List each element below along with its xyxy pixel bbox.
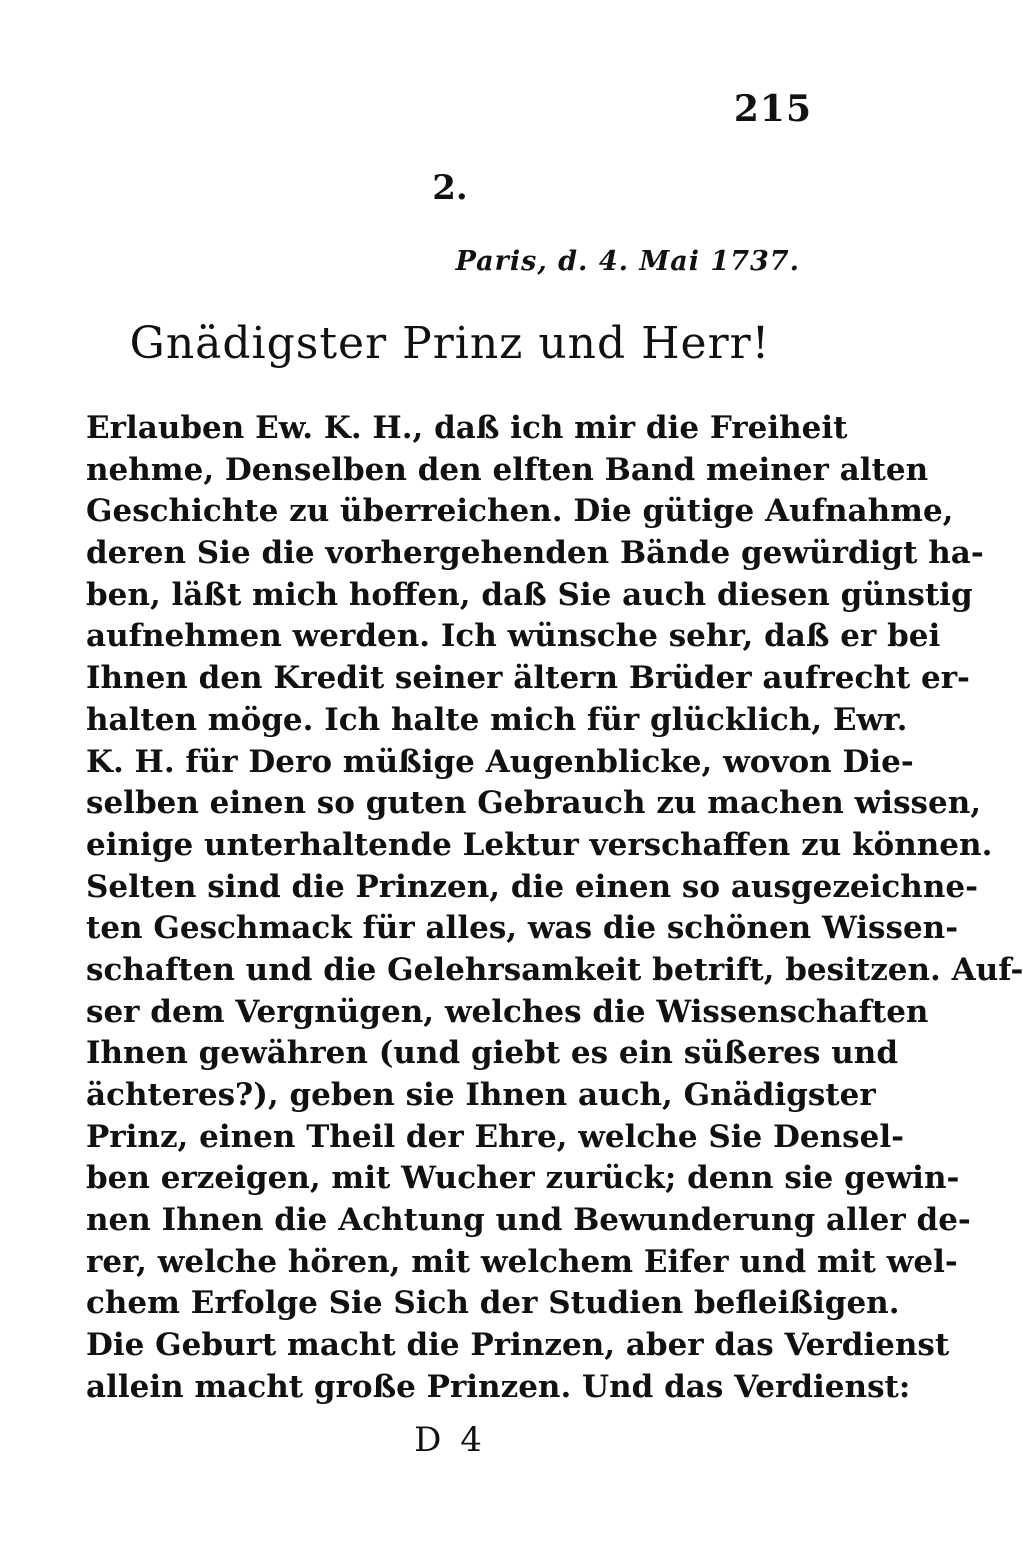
body-line: Ihnen gewähren (und giebt es ein süßeres und [86, 1035, 899, 1072]
body-line: schaften und die Gelehrsamkeit betrift, besitzen. Auf- [86, 951, 1023, 988]
letter-body [86, 408, 1023, 1409]
body-line: einige unterhaltende Lektur verschaffen zu können. [86, 826, 993, 863]
letter-number: 2. [432, 168, 468, 208]
body-line: K. H. für Dero müßige Augenblicke, wovon Die- [86, 743, 914, 780]
body-line: Prinz, einen Theil der Ehre, welche Sie Densel- [86, 1118, 905, 1155]
body-line: Erlauben Ew. K. H., daß ich mir die Freiheit [86, 410, 848, 446]
body-line: ächteres?), geben sie Ihnen auch, Gnädigster [86, 1077, 876, 1113]
dateline: Paris, d. 4. Mai 1737. [455, 246, 800, 277]
body-line: aufnehmen werden. Ich wünsche sehr, daß er bei [86, 618, 941, 655]
salutation: Gnädigster Prinz und Herr! [129, 318, 771, 369]
body-line: rer, welche hören, mit welchem Eifer und mit wel- [86, 1243, 958, 1280]
body-line: allein macht große Prinzen. Und das Verdienst: [86, 1368, 911, 1405]
body-line: nen Ihnen die Achtung und Bewunderung aller de- [86, 1202, 971, 1239]
body-line: deren Sie die vorhergehenden Bände gewürdigt ha- [86, 535, 984, 572]
body-line: ten Geschmack für alles, was die schönen Wissen- [86, 910, 959, 947]
signature-mark: D 4 [414, 1420, 486, 1460]
body-line: Geschichte zu überreichen. Die gütige Aufnahme, [86, 493, 954, 530]
body-line: Ihnen den Kredit seiner ältern Brüder aufrecht er- [86, 660, 970, 697]
body-line: selben einen so guten Gebrauch zu machen wissen, [86, 785, 982, 822]
body-line: Selten sind die Prinzen, die einen so ausgezeichne- [86, 868, 978, 905]
body-line: ben, läßt mich hoffen, daß Sie auch diesen günstig [86, 576, 973, 613]
body-line: halten möge. Ich halte mich für glücklich, Ewr. [86, 701, 908, 738]
body-line: chem Erfolge Sie Sich der Studien befleißigen. [86, 1285, 900, 1322]
page-number: 215 [733, 88, 812, 130]
body-line: nehme, Denselben den elften Band meiner alten [86, 451, 929, 488]
body-line: ben erzeigen, mit Wucher zurück; denn sie gewin- [86, 1160, 960, 1197]
body-line: ser dem Vergnügen, welches die Wissenschaften [86, 993, 929, 1030]
body-line: Die Geburt macht die Prinzen, aber das Verdienst [86, 1327, 950, 1364]
